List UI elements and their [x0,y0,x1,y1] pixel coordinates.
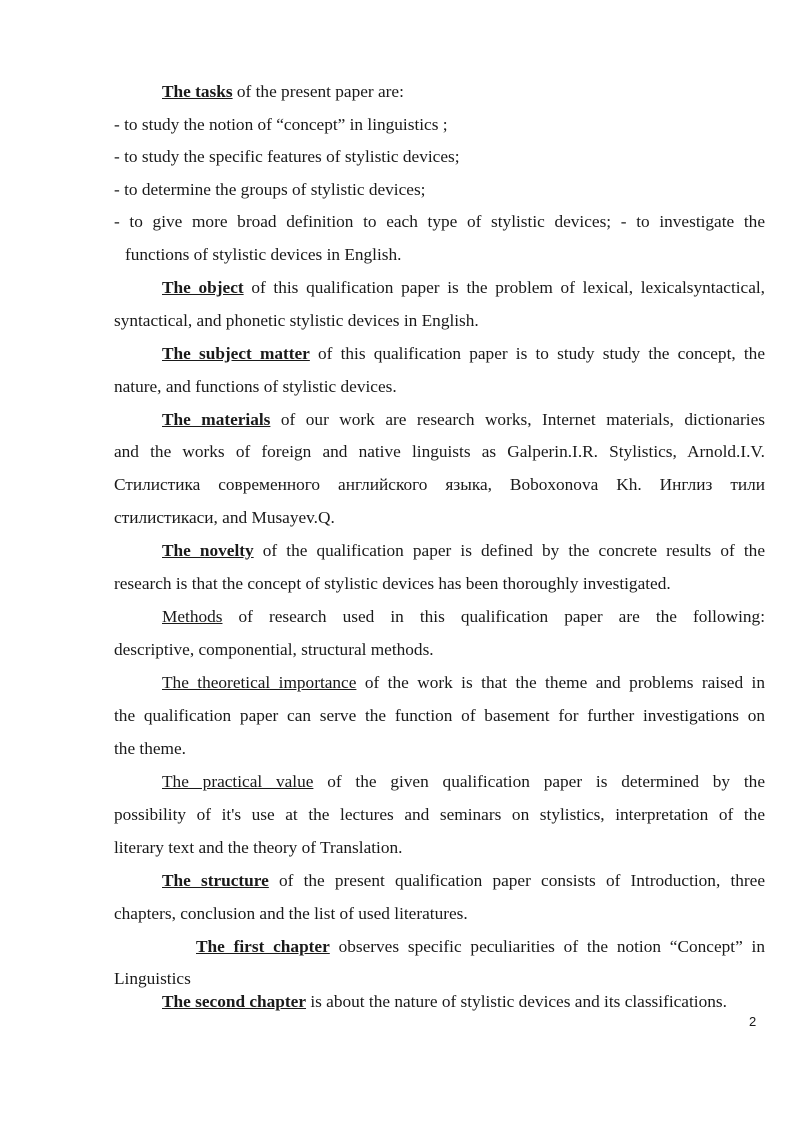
task-item-4-line-1: - to give more broad definition to each type of stylistic devices; - to investigate the [114,212,765,231]
structure-line-1 [162,870,765,892]
practical-heading: The practical value [162,772,314,791]
methods-heading: Methods [162,607,223,626]
novelty-line-2: research is that the concept of stylistic devices has been thoroughly investigated. [114,574,671,593]
first-chapter-line-2: Linguistics [114,969,191,988]
object-heading: The object [162,278,244,297]
practical-line-1 [162,771,765,793]
task-item-3: - to determine the groups of stylistic devices; [114,180,426,199]
materials-line-2: and the works of foreign and native linguists as Galperin.I.R. Stylistics, Arnold.I.V. [114,442,765,461]
novelty-line-1 [162,540,765,562]
practical-line-3: literary text and the theory of Translation. [114,838,403,857]
materials-line-4: стилистикаси, and Musayev.Q. [114,508,335,527]
subject-line-1 [162,343,765,365]
practical-line-2: possibility of it's use at the lectures and seminars on stylistics, interpretation of the [114,805,765,824]
second-chapter-line-1 [162,991,765,1013]
methods-text: of research used in this qualification paper are the following: [222,607,765,626]
theoretical-line-1 [162,672,765,694]
theoretical-line-3: the theme. [114,739,186,758]
task-item-1: - to study the notion of “concept” in linguistics ; [114,115,448,134]
theoretical-text: of the work is that the theme and problems raised in [356,673,765,692]
structure-heading: The structure [162,871,269,890]
novelty-heading: The novelty [162,541,254,560]
tasks-intro-text: of the present paper are: [232,82,404,101]
first-chapter-text: observes specific peculiarities of the notion “Concept” in [329,937,765,956]
object-line-1 [162,277,765,299]
second-chapter-text: is about the nature of stylistic devices and its classifications. [306,992,727,1011]
methods-line-2: descriptive, componential, structural methods. [114,640,434,659]
structure-text: of the present qualification paper consists of Introduction, three [268,871,765,890]
subject-heading: The subject matter [162,344,310,363]
structure-line-2: chapters, conclusion and the list of used literatures. [114,904,468,923]
object-line-2: syntactical, and phonetic stylistic devices in English. [114,311,479,330]
subject-text: of this qualification paper is to study study the concept, the [309,344,765,363]
tasks-intro [162,81,765,103]
materials-line-3: Стилистика современного английского языка, Boboxonova Kh. Инглиз тили [114,475,765,494]
novelty-text: of the qualification paper is defined by the concrete results of the [253,541,765,560]
first-chapter-line-1 [196,936,765,958]
page-number: 2 [749,1014,757,1029]
theoretical-heading: The theoretical importance [162,673,357,692]
object-text: of this qualification paper is the problem of lexical, lexicalsyntactical, [243,278,765,297]
second-chapter-heading: The second chapter [162,992,307,1011]
materials-line-1 [162,409,765,431]
materials-text: of our work are research works, Internet materials, dictionaries [270,410,765,429]
task-item-4-line-2: functions of stylistic devices in English. [125,245,402,264]
task-item-2: - to study the specific features of stylistic devices; [114,147,460,166]
materials-heading: The materials [162,410,271,429]
theoretical-line-2: the qualification paper can serve the function of basement for further investigations on [114,706,765,725]
tasks-heading: The tasks [162,82,233,101]
first-chapter-heading: The first chapter [196,937,330,956]
methods-line-1 [162,606,765,628]
subject-line-2: nature, and functions of stylistic devices. [114,377,397,396]
practical-text: of the given qualification paper is determined by the [313,772,765,791]
